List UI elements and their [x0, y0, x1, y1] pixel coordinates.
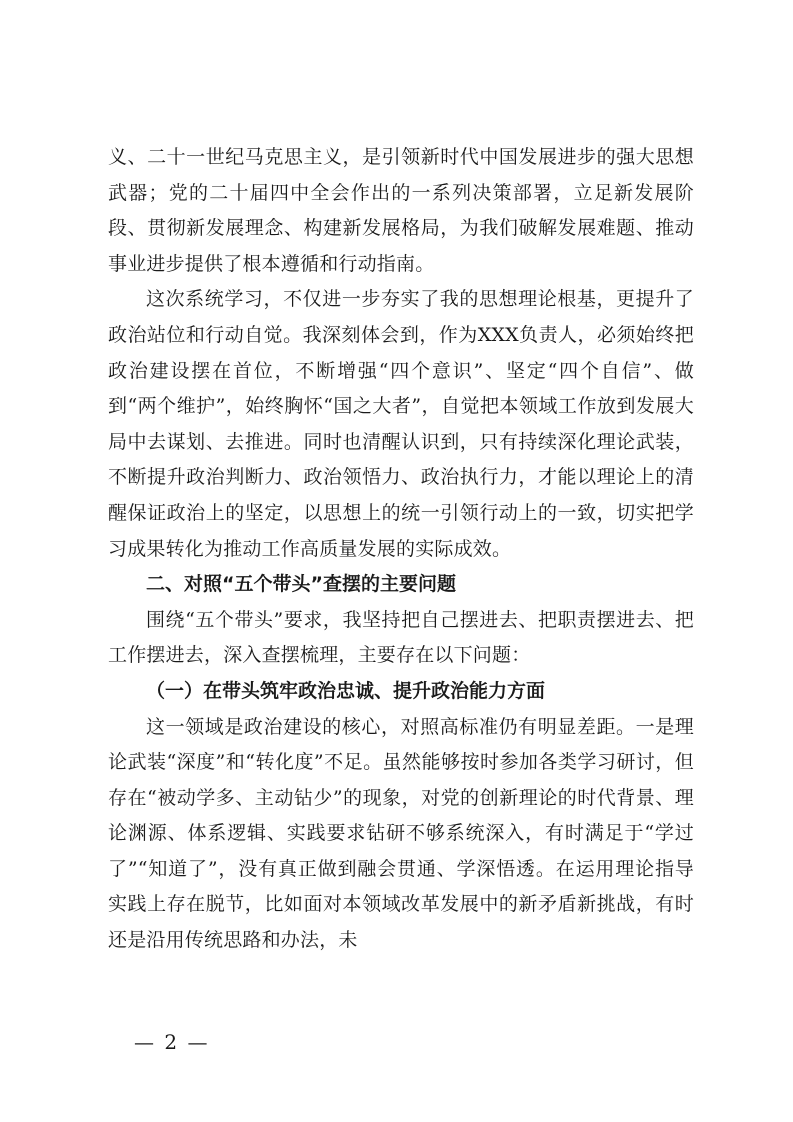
- paragraph-political-loyalty: 这一领域是政治建设的核心，对照高标准仍有明显差距。一是理论武装“深度”和“转化度”不足。虽然能够按时参加各类学习研讨，但存在“被动学多、主动钻少”的现象，对党的创新理论的时代背景、理论渊源、体系逻辑、实践要求钻研不够系统深入，有时满足于“学过了”“知道了”，没有真正做到融会贯通、学深悟透。在运用理论指导实践上存在脱节，比如面对本领域改革发展中的新矛盾新挑战，有时还是沿用传统思路和办法，未: [108, 715, 694, 952]
- page-number: — 2 —: [134, 1030, 210, 1054]
- paragraph-continuation: 义、二十一世纪马克思主义，是引领新时代中国发展进步的强大思想武器；党的二十届四中全会作出的一系列决策部署，立足新发展阶段、贯彻新发展理念、构建新发展格局，为我们破解发展难题、推动事业进步提供了根本遵循和行动指南。: [108, 146, 694, 275]
- document-body: [108, 140, 694, 959]
- paragraph-study-reflection: 这次系统学习，不仅进一步夯实了我的思想理论根基，更提升了政治站位和行动自觉。我深刻体会到，作为XXX负责人，必须始终把政治建设摆在首位，不断增强“四个意识”、坚定“四个自信”、做到“两个维护”，始终胸怀“国之大者”，自觉把本领域工作放到发展大局中去谋划、去推进。同时也清醒认识到，只有持续深化理论武装，不断提升政治判断力、政治领悟力、政治执行力，才能以理论上的清醒保证政治上的坚定，以思想上的统一引领行动上的一致，切实把学习成果转化为推动工作高质量发展的实际成效。: [108, 288, 694, 560]
- paragraph-problems-intro: 围绕“五个带头”要求，我坚持把自己摆进去、把职责摆进去、把工作摆进去，深入查摆梳理，主要存在以下问题：: [108, 608, 694, 667]
- section-heading-problems: 二、对照“五个带头”查摆的主要问题: [146, 573, 456, 596]
- subsection-heading-political-loyalty: （一）在带头筑牢政治忠诚、提升政治能力方面: [146, 679, 546, 702]
